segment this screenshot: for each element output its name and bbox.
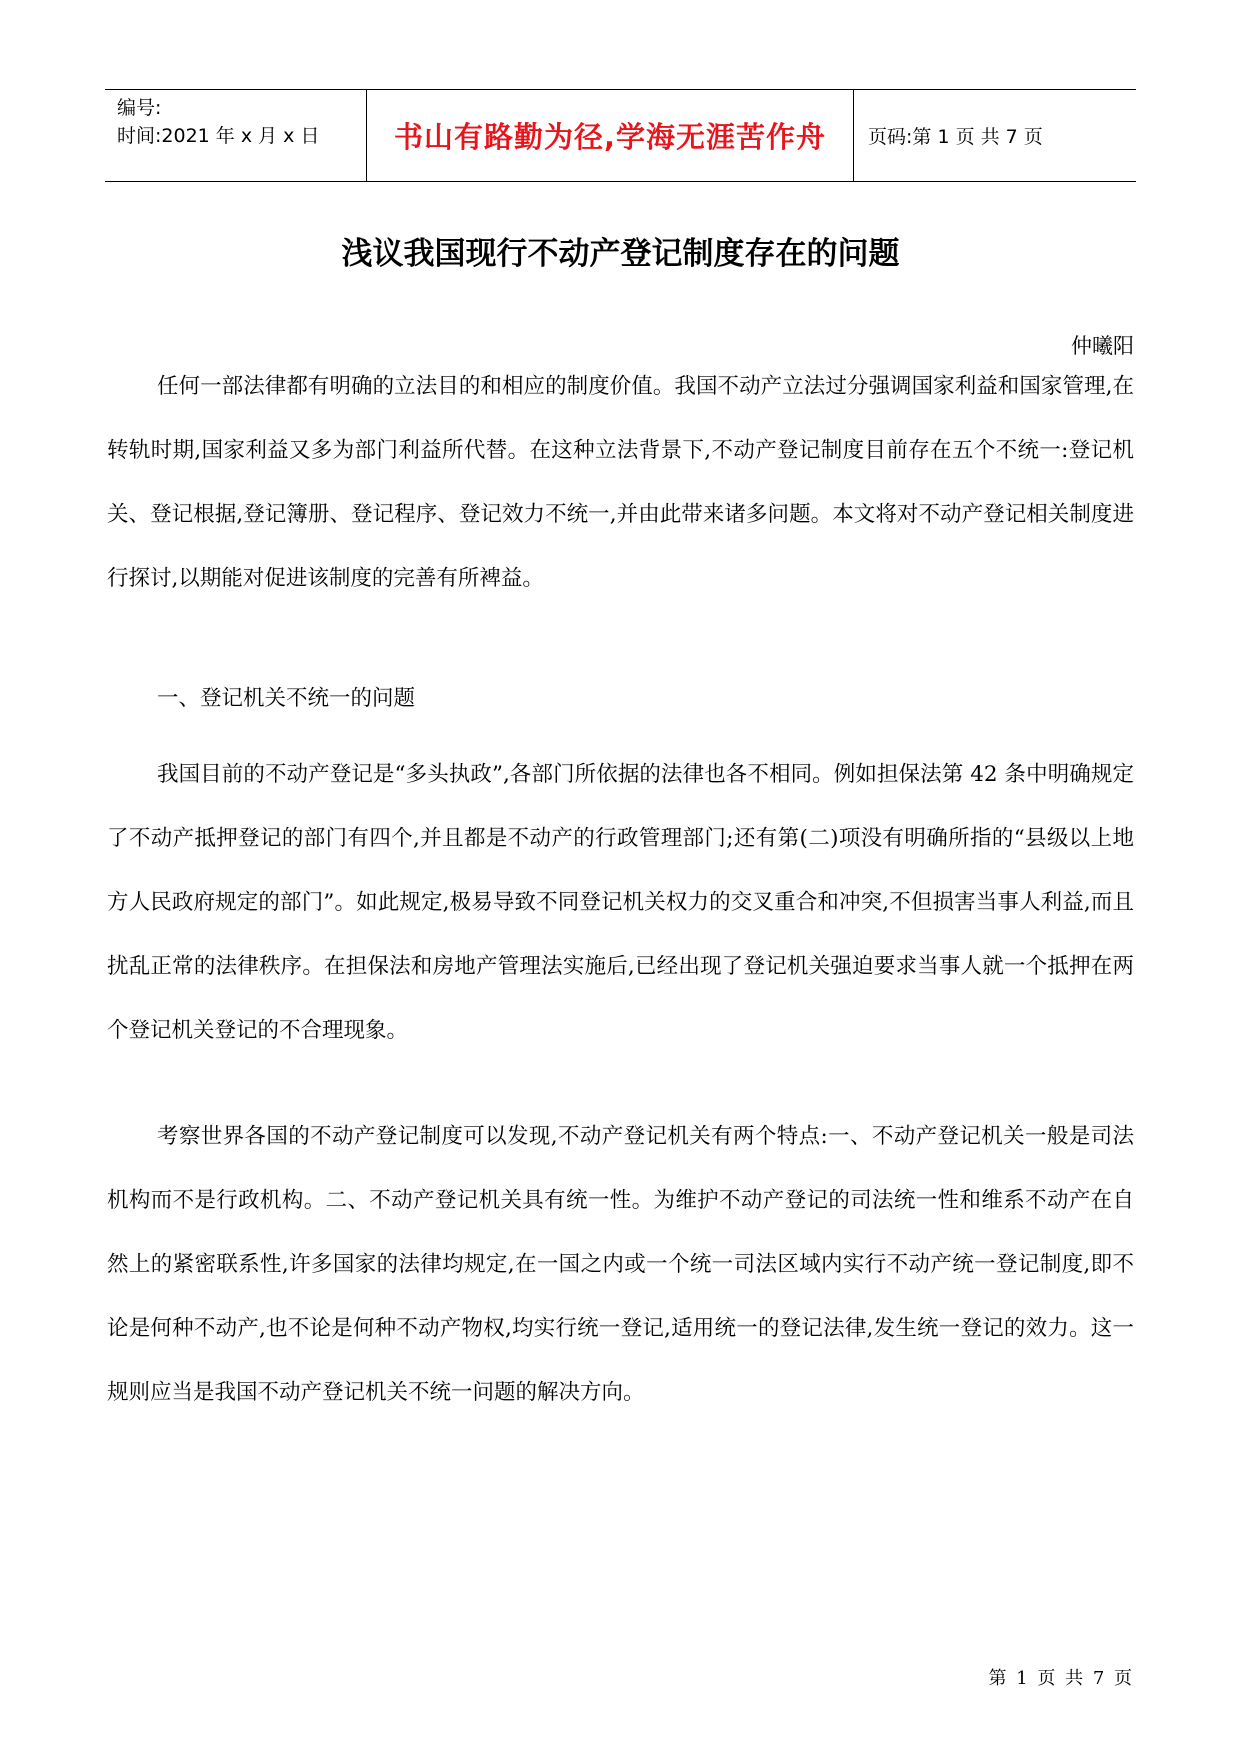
- document-author: 仲曦阳: [1071, 334, 1134, 358]
- number-label: 编号:: [117, 97, 162, 119]
- body-paragraph-1: 我国目前的不动产登记是“多头执政”,各部门所依据的法律也各不相同。例如担保法第 42 条中明确规定了不动产抵押登记的部门有四个,并且都是不动产的行政管理部门;还有第(二)项没有明确所指的“县级以上地方人民政府规定的部门”。如此规定,极易导致不同登记机关权力的交叉重合和冲突,不但损害当事人利益,而且扰乱正常的法律秩序。在担保法和房地产管理法实施后,已经出现了登记机关强迫要求当事人就一个抵押在两个登记机关登记的不合理现象。: [107, 762, 1134, 1043]
- time-label: 时间:2021 年 x 月 x 日: [117, 125, 320, 147]
- header-motto: 书山有路勤为径,学海无涯苦作舟: [367, 90, 854, 181]
- document-header: [105, 89, 1136, 182]
- section-heading: 一、登记机关不统一的问题: [157, 686, 416, 711]
- header-page-label: 页码:第 1 页 共 7 页: [868, 126, 1043, 148]
- document-title: 浅议我国现行不动产登记制度存在的问题: [341, 236, 900, 272]
- intro-paragraph: 任何一部法律都有明确的立法目的和相应的制度价值。我国不动产立法过分强调国家利益和国家管理,在转轨时期,国家利益又多为部门利益所代替。在这种立法背景下,不动产登记制度目前存在五个不统一:登记机关、登记根据,登记簿册、登记程序、登记效力不统一,并由此带来诸多问题。本文将对不动产登记相关制度进行探讨,以期能对促进该制度的完善有所裨益。: [107, 374, 1134, 591]
- header-meta: [105, 90, 367, 181]
- body-paragraph-2: 考察世界各国的不动产登记制度可以发现,不动产登记机关有两个特点:一、不动产登记机关一般是司法机构而不是行政机构。二、不动产登记机关具有统一性。为维护不动产登记的司法统一性和维系不动产在自然上的紧密联系性,许多国家的法律均规定,在一国之内或一个统一司法区域内实行不动产统一登记制度,即不论是何种不动产,也不论是何种不动产物权,均实行统一登记,适用统一的登记法律,发生统一登记的效力。这一规则应当是我国不动产登记机关不统一问题的解决方向。: [107, 1124, 1134, 1405]
- page-footer: 第 1 页 共 7 页: [988, 1668, 1134, 1689]
